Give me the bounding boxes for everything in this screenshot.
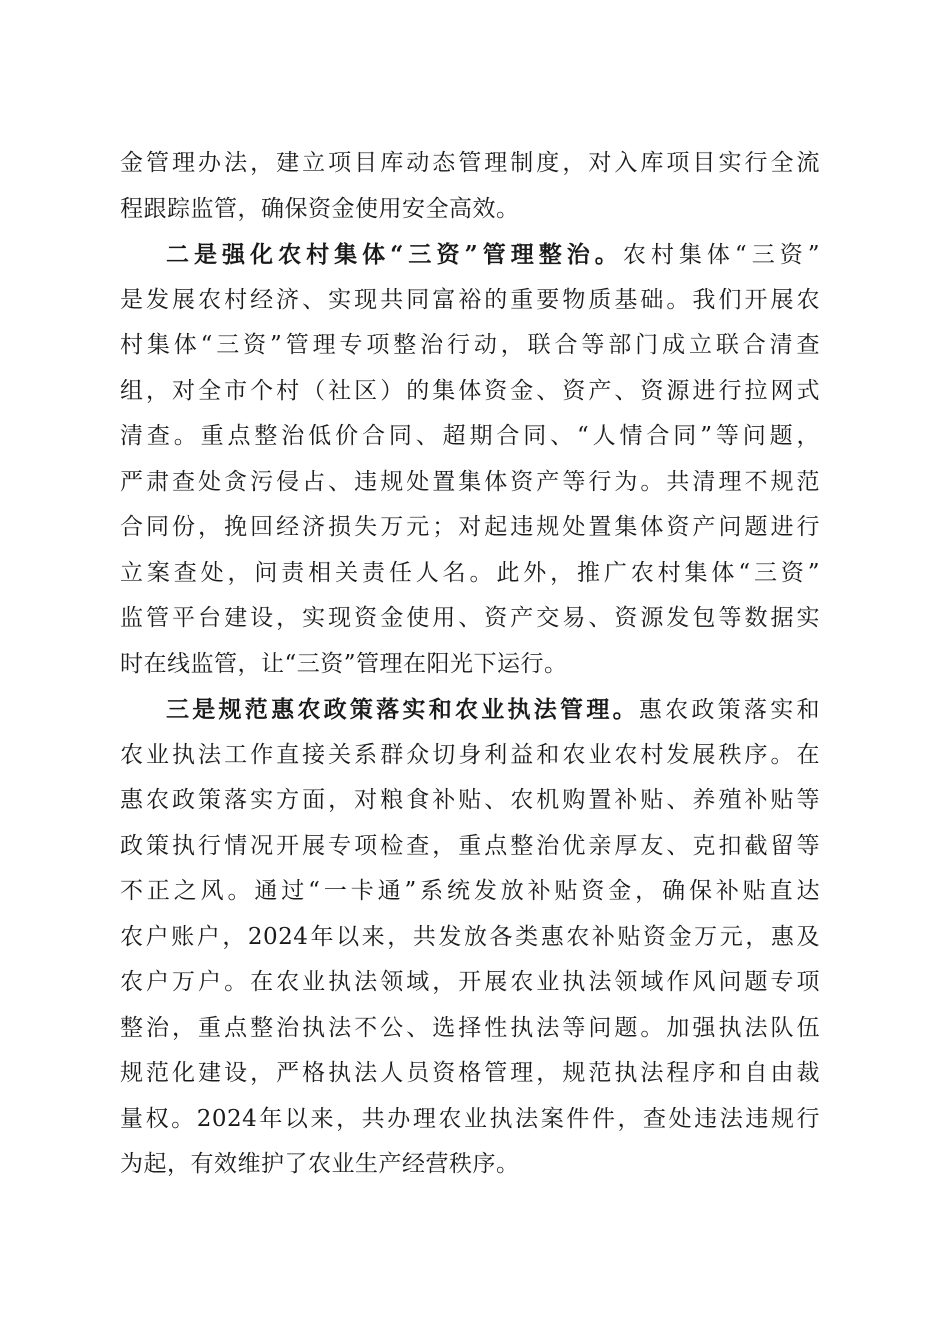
text-line: 严肃查处贪污侵占、违规处置集体资产等行为。共清理不规范: [120, 468, 820, 495]
text-line: 程跟踪监管，确保资金使用安全高效。: [120, 195, 520, 222]
text-line: 规范化建设，严格执法人员资格管理，规范执法程序和自由裁: [120, 1060, 820, 1086]
text-line: 农业执法工作直接关系群众切身利益和农业农村发展秩序。在: [120, 741, 820, 768]
paragraph-1: [120, 141, 820, 232]
text-line: 为起，有效维护了农业生产经营秩序。: [120, 1151, 520, 1177]
text-span: 农村集体“三资”: [622, 242, 820, 268]
document-body: [120, 141, 820, 1188]
text-line: 时在线监管，让“三资”管理在阳光下运行。: [120, 650, 568, 677]
text-line: 量权。2024年以来，共办理农业执法案件件，查处违法违规行: [120, 1105, 820, 1132]
text-line: 清查。重点整治低价合同、超期合同、“人情合同”等问题，: [120, 423, 820, 449]
text-line: 不正之风。通过“一卡通”系统发放补贴资金，确保补贴直达: [120, 878, 820, 904]
text-line: 合同份，挽回经济损失万元；对起违规处置集体资产问题进行: [120, 514, 820, 540]
paragraph-heading: 三是规范惠农政策落实和农业执法管理。: [166, 696, 639, 723]
paragraph-heading: 二是强化农村集体“三资”管理整治。: [166, 241, 623, 268]
text-span: 惠农政策落实和: [638, 697, 821, 723]
text-line: 政策执行情况开展专项检查，重点整治优亲厚友、克扣截留等: [120, 832, 820, 859]
text-line: 农户万户。在农业执法领域，开展农业执法领域作风问题专项: [120, 969, 820, 995]
text-line: [120, 232, 820, 278]
text-line: 金管理办法，建立项目库动态管理制度，对入库项目实行全流: [120, 150, 820, 176]
paragraph-3: [120, 687, 820, 1188]
text-line: 是发展农村经济、实现共同富裕的重要物质基础。我们开展农: [120, 286, 820, 313]
text-line: 整治，重点整治执法不公、选择性执法等问题。加强执法队伍: [120, 1014, 820, 1041]
text-line: 惠农政策落实方面，对粮食补贴、农机购置补贴、养殖补贴等: [120, 787, 820, 813]
text-line: [120, 687, 820, 733]
paragraph-2: [120, 232, 820, 687]
text-line: 村集体“三资”管理专项整治行动，联合等部门成立联合清查: [120, 332, 820, 358]
text-line: 立案查处，问责相关责任人名。此外，推广农村集体“三资”: [120, 559, 820, 586]
text-line: 组，对全市个村（社区）的集体资金、资产、资源进行拉网式: [120, 377, 820, 404]
text-line: 监管平台建设，实现资金使用、资产交易、资源发包等数据实: [120, 605, 820, 631]
text-line: 农户账户，2024年以来，共发放各类惠农补贴资金万元，惠及: [120, 923, 820, 950]
